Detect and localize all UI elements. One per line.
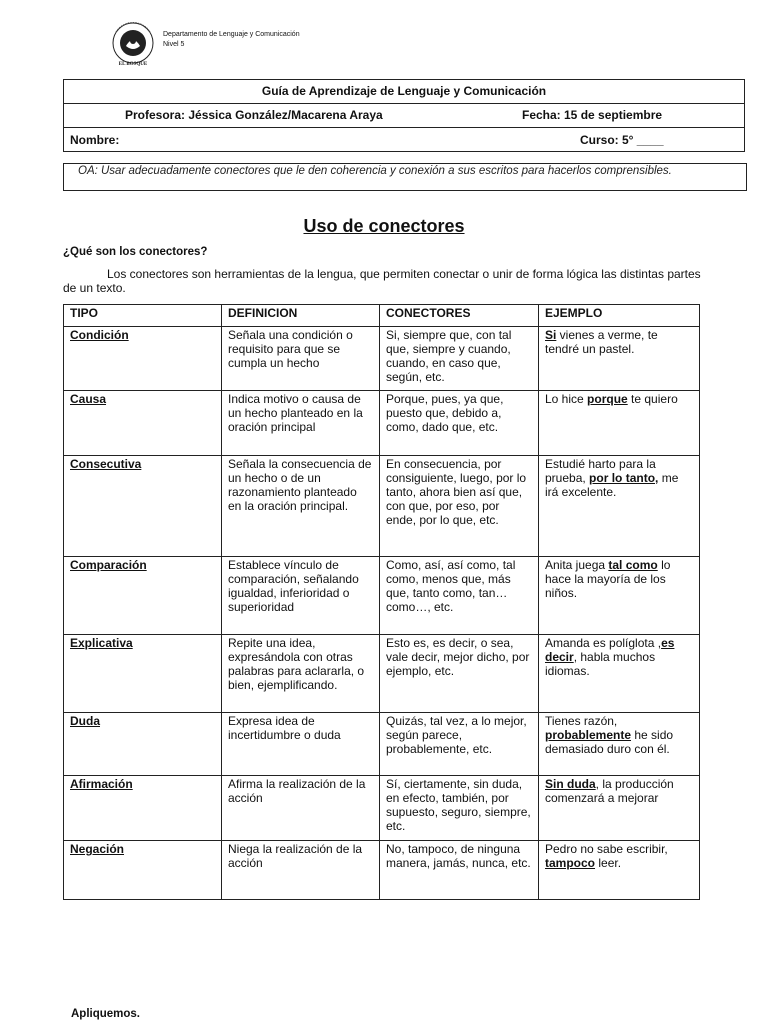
row-definicion: Señala la consecuencia de un hecho o de un razonamiento planteado en la oración principal.	[222, 456, 380, 557]
row-definicion: Expresa idea de incertidumbre o duda	[222, 713, 380, 776]
logo-caption: EL BOSQUE	[118, 62, 148, 67]
row-tipo: Consecutiva	[64, 456, 222, 557]
level: Nivel 5	[163, 41, 185, 48]
table-row	[64, 557, 700, 635]
row-definicion: Repite una idea, expresándola con otras palabras para aclararla, o bien, ejemplificando.	[222, 635, 380, 713]
row-definicion: Indica motivo o causa de un hecho planteado en la oración principal	[222, 391, 380, 456]
row-definicion: Niega la realización de la acción	[222, 841, 380, 900]
row-tipo: Explicativa	[64, 635, 222, 713]
row-conectores: Esto es, es decir, o sea, vale decir, mejor dicho, por ejemplo, etc.	[380, 635, 539, 713]
row-definicion: Afirma la realización de la acción	[222, 776, 380, 841]
guide-header-box	[63, 79, 745, 152]
row-ejemplo: Amanda es políglota ,es decir, habla muchos idiomas.	[539, 635, 700, 713]
teacher-date-row	[64, 104, 744, 128]
intro-text: Los conectores son herramientas de la lengua, que permiten conectar o unir de forma lógica las distintas partes de un texto.	[63, 267, 701, 295]
table-row	[64, 635, 700, 713]
row-conectores: Sí, ciertamente, sin duda, en efecto, también, por supuesto, seguro, siempre, etc.	[380, 776, 539, 841]
row-ejemplo: Tienes razón, probablemente he sido demasiado duro con él.	[539, 713, 700, 776]
row-conectores: Quizás, tal vez, a lo mejor, según parece, probablemente, etc.	[380, 713, 539, 776]
row-ejemplo: Lo hice porque te quiero	[539, 391, 700, 456]
name-label: Nombre:	[70, 133, 120, 147]
table-header-row	[64, 305, 700, 327]
row-ejemplo: Pedro no sabe escribir, tampoco leer.	[539, 841, 700, 900]
row-ejemplo: Anita juega tal como lo hace la mayoría de los niños.	[539, 557, 700, 635]
guide-title: Guía de Aprendizaje de Lenguaje y Comunicación	[64, 80, 744, 104]
row-ejemplo: Estudié harto para la prueba, por lo tanto, me irá excelente.	[539, 456, 700, 557]
activity-heading: Apliquemos.	[71, 1008, 141, 1020]
header-ejemplo: EJEMPLO	[539, 305, 700, 327]
row-tipo: Causa	[64, 391, 222, 456]
department-heading	[163, 30, 300, 50]
row-ejemplo: Sin duda, la producción comenzará a mejorar	[539, 776, 700, 841]
row-tipo: Comparación	[64, 557, 222, 635]
connectors-table	[63, 304, 700, 900]
table-row	[64, 456, 700, 557]
row-conectores: En consecuencia, por consiguiente, luego, por lo tanto, ahora bien así que, con que, por eso, por ende, por lo que, etc.	[380, 456, 539, 557]
row-conectores: Porque, pues, ya que, puesto que, debido a, como, dado que, etc.	[380, 391, 539, 456]
row-conectores: Si, siempre que, con tal que, siempre y cuando, cuando, en caso que, según, etc.	[380, 327, 539, 391]
table-row	[64, 841, 700, 900]
department-name: Departamento de Lenguaje y Comunicación	[163, 31, 300, 38]
row-tipo: Negación	[64, 841, 222, 900]
teacher: Profesora: Jéssica González/Macarena Araya	[125, 108, 383, 122]
row-tipo: Afirmación	[64, 776, 222, 841]
header-tipo: TIPO	[64, 305, 222, 327]
row-tipo: Condición	[64, 327, 222, 391]
date: Fecha: 15 de septiembre	[522, 108, 663, 122]
row-conectores: No, tampoco, de ninguna manera, jamás, nunca, etc.	[380, 841, 539, 900]
course-label: Curso: 5° ____	[580, 133, 664, 147]
table-row	[64, 391, 700, 456]
row-definicion: Señala una condición o requisito para que se cumpla un hecho	[222, 327, 380, 391]
intro-paragraph	[63, 267, 713, 295]
section-title: Uso de conectores	[303, 216, 465, 236]
table-row	[64, 776, 700, 841]
row-ejemplo: Si vienes a verme, te tendré un pastel.	[539, 327, 700, 391]
header-conectores: CONECTORES	[380, 305, 539, 327]
name-course-row	[64, 128, 744, 153]
table-row	[64, 327, 700, 391]
row-definicion: Establece vínculo de comparación, señalando igualdad, inferioridad o superioridad	[222, 557, 380, 635]
section-question: ¿Qué son los conectores?	[63, 246, 208, 258]
learning-objective: OA: Usar adecuadamente conectores que le den coherencia y conexión a sus escritos para hacerlos comprensibles.	[63, 163, 747, 191]
header-definicion: DEFINICION	[222, 305, 380, 327]
table-row	[64, 713, 700, 776]
row-tipo: Duda	[64, 713, 222, 776]
row-conectores: Como, así, así como, tal como, menos que, más que, tanto como, tan… como…, etc.	[380, 557, 539, 635]
